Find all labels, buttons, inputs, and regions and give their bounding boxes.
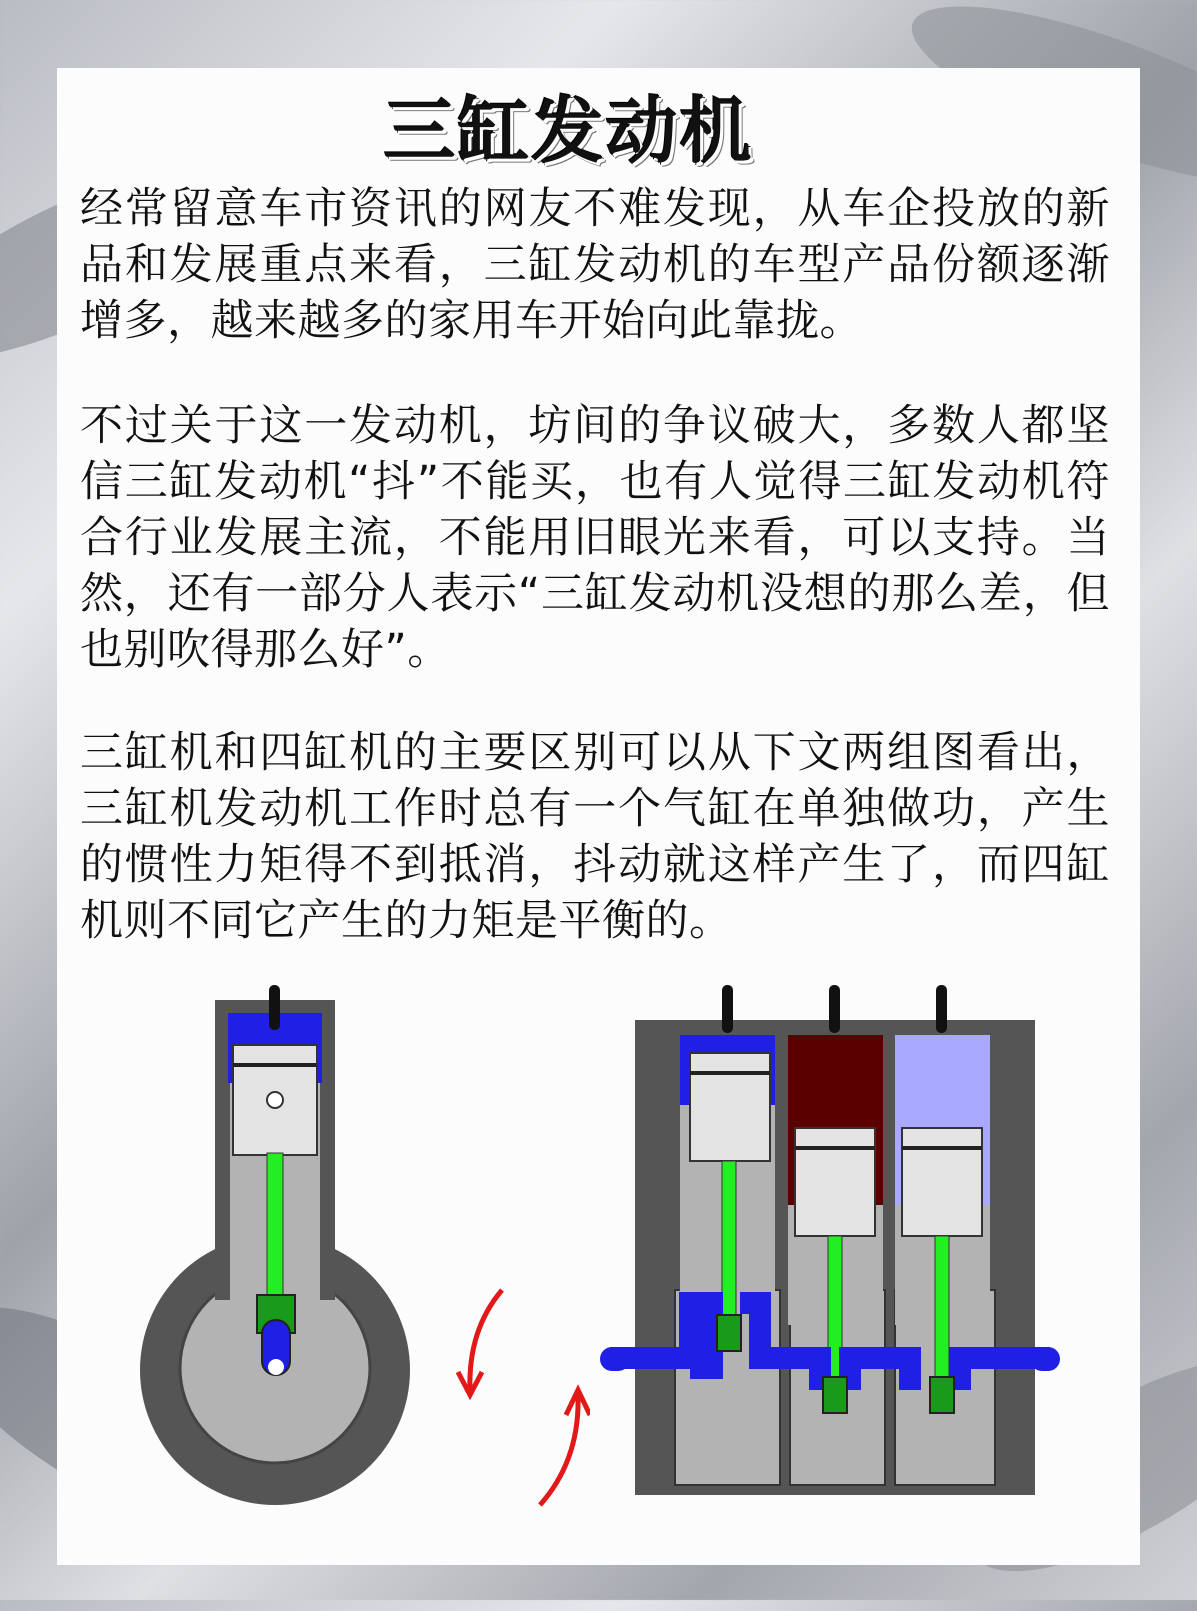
connecting-rod-1 <box>722 1161 736 1331</box>
paragraph-comparison: 三缸机和四缸机的主要区别可以从下文两组图看出，三缸机发动机工作时总有一个气缸在单独做功，产生的惯性力矩得不到抵消，抖动就这样产生了，而四缸机则不同它产生的力矩是平衡的。 <box>80 728 1110 946</box>
spark-plug-icon <box>936 985 947 1033</box>
curved-arrow-icon <box>540 1395 578 1505</box>
curved-arrow-icon <box>470 1290 502 1390</box>
piston-2 <box>795 1128 875 1236</box>
spark-plug-icon <box>269 985 280 1030</box>
piston-pin <box>267 1092 283 1108</box>
crank-pin-1 <box>717 1315 741 1351</box>
single-cylinder-diagram <box>125 985 460 1520</box>
page-title: 三缸发动机 <box>383 89 754 173</box>
piston-3 <box>902 1128 982 1236</box>
spark-plug-icon <box>829 985 840 1033</box>
paragraph-debate: 不过关于这一发动机，坊间的争议破大，多数人都坚信三缸发动机“抖”不能买，也有人觉得三缸发动机符合行业发展主流，不能用旧眼光来看，可以支持。当然，还有一部分人表示“三缸发动机没想的那么差，但也别吹得那么好”。 <box>80 401 1110 675</box>
crank-pin-2 <box>823 1377 847 1413</box>
connecting-rod <box>267 1153 283 1313</box>
connecting-rod-3 <box>935 1236 949 1396</box>
spark-plug-icon <box>722 985 733 1033</box>
crank-pin-3 <box>930 1377 954 1413</box>
three-cylinder-diagram <box>600 985 1060 1505</box>
paragraph-intro: 经常留意车市资讯的网友不难发现，从车企投放的新品和发展重点来看，三缸发动机的车型产品份额逐渐增多，越来越多的家用车开始向此靠拢。 <box>80 184 1110 346</box>
rotation-arrows <box>440 1280 590 1510</box>
piston-1 <box>690 1053 770 1161</box>
